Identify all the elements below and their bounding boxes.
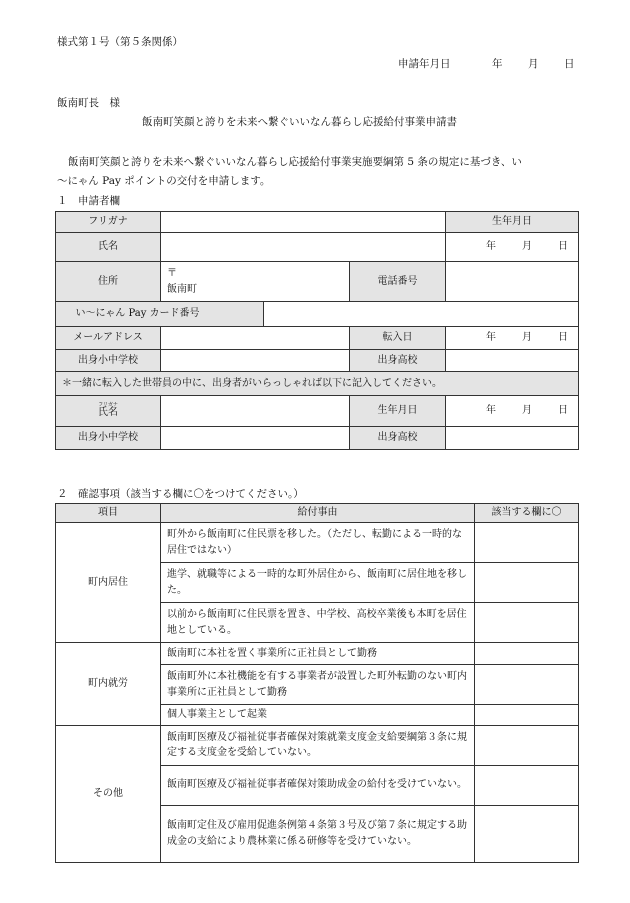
col-check-header: 該当する欄に〇 bbox=[475, 504, 579, 523]
document-title: 飯南町笑顔と誇りを未来へ繋ぐいいなん暮らし応援給付事業申請書 bbox=[142, 116, 457, 128]
birthdate-field[interactable] bbox=[446, 233, 579, 262]
phone-field[interactable] bbox=[446, 262, 579, 302]
reason-residence-2: 進学、就職等による一時的な町外居住から、飯南町に居住地を移した。 bbox=[161, 563, 475, 603]
birth-month: 月 bbox=[522, 241, 533, 253]
member-high-label: 出身高校 bbox=[350, 427, 446, 450]
member-birthdate-field[interactable] bbox=[446, 396, 579, 427]
section2-heading: ２ 確認事項（該当する欄に〇をつけてください。） bbox=[57, 488, 304, 500]
apply-day: 日 bbox=[564, 58, 575, 70]
move-year: 年 bbox=[486, 332, 497, 344]
check-residence-1[interactable] bbox=[475, 523, 579, 563]
high-school-field[interactable] bbox=[446, 350, 579, 372]
reason-other-2: 飯南町医療及び福祉従事者確保対策助成金の給付を受けていない。 bbox=[161, 765, 475, 805]
high-school-label: 出身高校 bbox=[350, 350, 446, 372]
member-birth-year: 年 bbox=[486, 405, 497, 417]
intro-line-1: 飯南町笑顔と誇りを未来へ繋ぐいいなん暮らし応援給付事業実施要綱第 5 条の規定に基づき、い bbox=[68, 156, 522, 168]
reason-residence-1: 町外から飯南町に住民票を移した。（ただし、転勤による一時的な居住ではない） bbox=[161, 523, 475, 563]
check-residence-2[interactable] bbox=[475, 563, 579, 603]
group-label-employment: 町内就労 bbox=[56, 643, 161, 726]
household-note: ＊一緒に転入した世帯員の中に、出身者がいらっしゃれば以下に記入してください。 bbox=[56, 372, 579, 396]
member-name-ruby bbox=[98, 402, 118, 418]
address-label: 住所 bbox=[56, 262, 161, 302]
move-in-date-field[interactable] bbox=[446, 327, 579, 350]
elementary-school-label: 出身小中学校 bbox=[56, 350, 161, 372]
check-other-1[interactable] bbox=[475, 725, 579, 765]
check-employment-1[interactable] bbox=[475, 643, 579, 665]
reason-employment-3: 個人事業主として起業 bbox=[161, 705, 475, 726]
intro-line-2: 〜にゃん Pay ポイントの交付を申請します。 bbox=[57, 175, 271, 187]
reason-other-1: 飯南町医療及び福祉従事者確保対策就業支度金支給要綱第３条に規定する支度金を受給していない。 bbox=[161, 725, 475, 765]
member-name-label bbox=[56, 396, 161, 427]
col-item-header: 項目 bbox=[56, 504, 161, 523]
reason-employment-1: 飯南町に本社を置く事業所に正社員として勤務 bbox=[161, 643, 475, 665]
postal-mark: 〒 bbox=[167, 268, 177, 279]
pay-card-label: い〜にゃん Pay カード番号 bbox=[56, 302, 264, 327]
addressee: 飯南町長 様 bbox=[57, 97, 120, 109]
check-employment-2[interactable] bbox=[475, 665, 579, 705]
member-high-field[interactable] bbox=[446, 427, 579, 450]
member-birth-day: 日 bbox=[558, 405, 569, 417]
member-elementary-label: 出身小中学校 bbox=[56, 427, 161, 450]
check-employment-3[interactable] bbox=[475, 705, 579, 726]
pay-card-field[interactable] bbox=[264, 302, 579, 327]
member-name-furigana: フリガナ bbox=[98, 401, 118, 408]
member-birthdate-label: 生年月日 bbox=[350, 396, 446, 427]
check-residence-3[interactable] bbox=[475, 603, 579, 643]
applicant-table bbox=[55, 211, 579, 450]
apply-month: 月 bbox=[528, 58, 539, 70]
move-month: 月 bbox=[522, 332, 533, 344]
member-name-field[interactable] bbox=[161, 396, 350, 427]
furigana-label: フリガナ bbox=[56, 212, 161, 233]
check-other-3[interactable] bbox=[475, 805, 579, 862]
phone-label: 電話番号 bbox=[350, 262, 446, 302]
town-name: 飯南町 bbox=[167, 283, 197, 295]
group-label-residence: 町内居住 bbox=[56, 523, 161, 643]
reason-other-3: 飯南町定住及び雇用促進条例第４条第３号及び第７条に規定する助成金の支給により農林業に係る研修等を受けていない。 bbox=[161, 805, 475, 862]
birth-year: 年 bbox=[486, 241, 497, 253]
form-number: 様式第１号（第５条関係） bbox=[57, 36, 183, 48]
member-birth-month: 月 bbox=[522, 405, 533, 417]
elementary-school-field[interactable] bbox=[161, 350, 350, 372]
email-field[interactable] bbox=[161, 327, 350, 350]
reason-employment-2: 飯南町外に本社機能を有する事業者が設置した町外転勤のない町内事業所に正社員として勤務 bbox=[161, 665, 475, 705]
move-day: 日 bbox=[558, 332, 569, 344]
name-field[interactable] bbox=[161, 233, 446, 262]
apply-date-label: 申請年月日 bbox=[398, 58, 451, 70]
check-other-2[interactable] bbox=[475, 765, 579, 805]
section1-heading: １ 申請者欄 bbox=[57, 195, 120, 207]
furigana-field[interactable] bbox=[161, 212, 446, 233]
confirmation-table bbox=[55, 503, 579, 863]
apply-year: 年 bbox=[492, 58, 503, 70]
birthdate-label: 生年月日 bbox=[446, 212, 579, 233]
address-field[interactable] bbox=[161, 262, 350, 302]
reason-residence-3: 以前から飯南町に住民票を置き、中学校、高校卒業後も本町を居住地としている。 bbox=[161, 603, 475, 643]
member-elementary-field[interactable] bbox=[161, 427, 350, 450]
move-in-date-label: 転入日 bbox=[350, 327, 446, 350]
col-reason-header: 給付事由 bbox=[161, 504, 475, 523]
member-name-text: 氏名 bbox=[98, 406, 118, 418]
email-label: メールアドレス bbox=[56, 327, 161, 350]
name-label: 氏名 bbox=[56, 233, 161, 262]
birth-day: 日 bbox=[558, 241, 569, 253]
group-label-other: その他 bbox=[56, 725, 161, 862]
